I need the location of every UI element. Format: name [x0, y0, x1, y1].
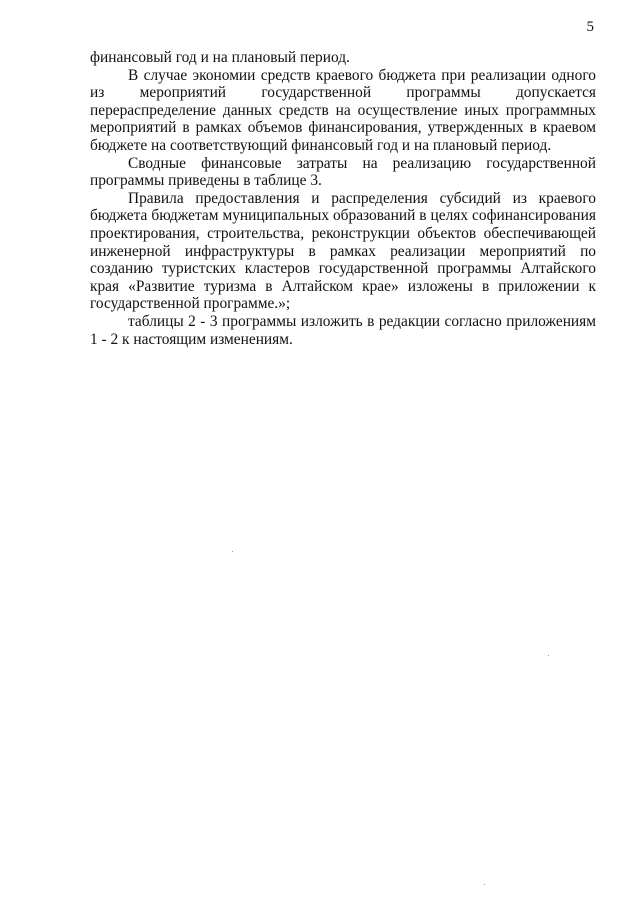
paragraph-tables-amendment: таблицы 2 - 3 программы изложить в редакции согласно приложениям 1 - 2 к настоящим изменениям.	[90, 312, 596, 348]
scan-speck	[484, 884, 485, 885]
paragraph-subsidy-rules: Правила предоставления и распределения субсидий из краевого бюджета бюджетам муниципальных образований в целях софинансирования проектирования, строительства, реконструкции объектов обеспечивающей инженерной инфраструктуры в рамках реализации мероприятий по созданию туристских кластеров государственной программы Алтайского края «Развитие туризма в Алтайском крае» изложены в приложении к государственной программе.»;	[90, 189, 596, 313]
paragraph-continuation: финансовый год и на плановый период.	[90, 49, 350, 66]
paragraph-summary-costs: Сводные финансовые затраты на реализацию государственной программы приведены в таблице 3.	[90, 154, 596, 190]
scan-speck	[232, 551, 233, 552]
document-body	[90, 49, 596, 348]
scan-speck	[548, 655, 549, 656]
paragraph-budget-savings: В случае экономии средств краевого бюджета при реализации одного из мероприятий государственной программы допускается перераспределение данных средств на осуществление иных программных мероприятий в рамках объемов финансирования, утвержденных в краевом бюджете на соответствующий финансовый год и на плановый период.	[90, 66, 596, 154]
page-number: 5	[586, 19, 594, 35]
